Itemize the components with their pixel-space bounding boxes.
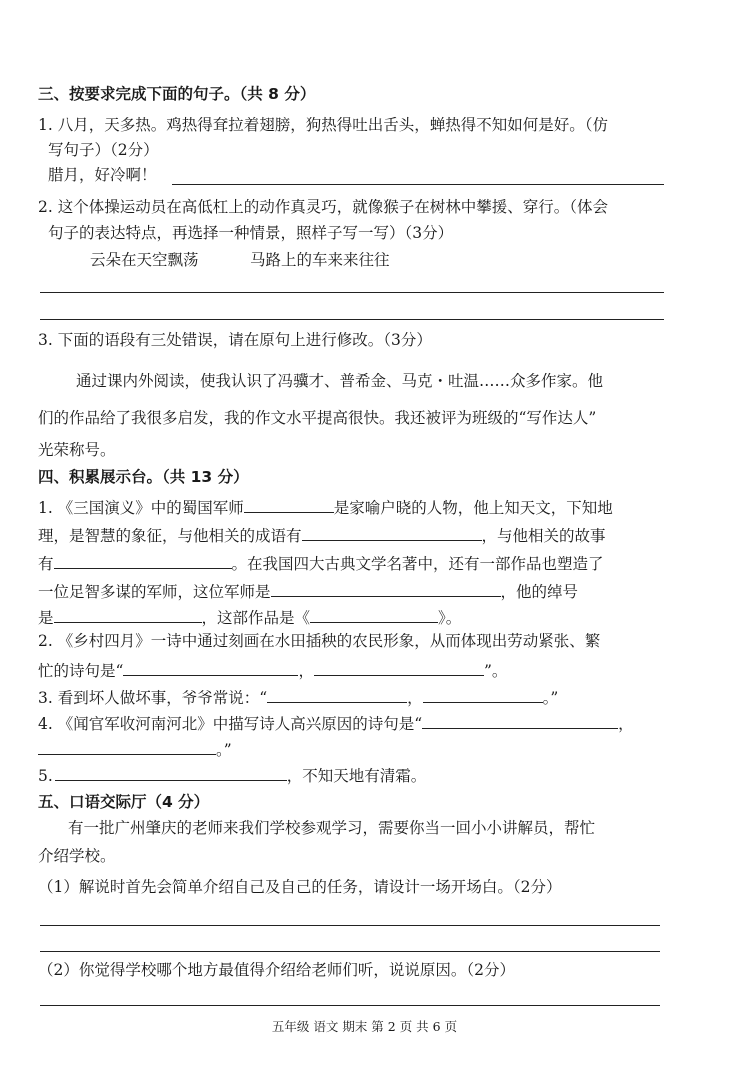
- q4-1-text-c1: 有: [38, 555, 54, 573]
- q4-5-text-a1: 5.: [38, 767, 53, 785]
- s5-intro-line1: 有一批广州肇庆的老师来我们学校参观学习，需要你当一回小小讲解员，帮忙: [68, 819, 596, 837]
- answer-line-5-2[interactable]: [40, 1005, 660, 1006]
- q4-1-text-c2: 。在我国四大古典文学名著中，还有一部作品也塑造了: [231, 555, 604, 573]
- blank-happy-reason-a[interactable]: [422, 713, 618, 729]
- q4-2-text-b2: ，: [298, 662, 314, 680]
- q4-3-text-a1: 3. 看到坏人做坏事，爷爷常说：“: [38, 689, 268, 707]
- q3-3-line1: 3. 下面的语段有三处错误，请在原句上进行修改。（3分）: [38, 331, 432, 349]
- section-5-title: 五、口语交际厅（4 分）: [38, 793, 210, 811]
- q4-1-row3: [38, 553, 604, 574]
- answer-line-3-2a[interactable]: [40, 292, 664, 293]
- q4-1-text-e1: 是: [38, 609, 54, 627]
- q4-4-text-a1: 4. 《闻官军收河南河北》中描写诗人高兴原因的诗句是“: [38, 715, 423, 733]
- q4-4-row1: [38, 713, 634, 734]
- blank-poem-a[interactable]: [123, 660, 298, 676]
- blank-saying-b[interactable]: [423, 687, 543, 703]
- blank-strategist[interactable]: [244, 497, 334, 513]
- q4-3-row: [38, 687, 558, 708]
- answer-line-5-1a[interactable]: [40, 925, 660, 926]
- blank-nickname[interactable]: [54, 607, 202, 623]
- q4-4-text-a2: ，: [618, 715, 634, 733]
- q4-2-text-b3: ”。: [483, 662, 508, 680]
- q4-1-row1: [38, 497, 613, 518]
- q4-1-row2: [38, 525, 606, 546]
- q4-4-row2: [38, 739, 232, 760]
- q4-1-text-b2: ，与他相关的故事: [481, 527, 606, 545]
- q4-2-text-b1: 忙的诗句是“: [38, 662, 124, 680]
- q3-1-prompt: 腊月，好冷啊！: [48, 166, 157, 184]
- q4-1-text-d1: 一位足智多谋的军师，这位军师是: [38, 583, 271, 601]
- blank-story[interactable]: [54, 553, 232, 569]
- q4-1-text-d2: ，他的绰号: [500, 583, 579, 601]
- q3-2-option2: 马路上的车来来往往: [250, 251, 390, 269]
- q4-1-text-e3: 》。: [438, 609, 462, 627]
- q4-1-text-a2: 是家喻户晓的人物，他上知天文，下知地: [333, 499, 613, 517]
- q3-1-line2: 写句子）（2分）: [48, 141, 159, 159]
- q4-5-text-a2: ，不知天地有清霜。: [286, 767, 427, 785]
- q3-3-para2: 们的作品给了我很多启发，我的作文水平提高很快。我还被评为班级的“写作达人”: [38, 409, 597, 427]
- q3-2-option1: 云朵在天空飘荡: [90, 251, 199, 269]
- blank-idiom[interactable]: [302, 525, 482, 541]
- blank-happy-reason-b[interactable]: [38, 739, 216, 755]
- q4-3-text-a2: ，: [407, 689, 423, 707]
- blank-saying-a[interactable]: [267, 687, 407, 703]
- answer-line-5-1b[interactable]: [40, 951, 660, 952]
- section-4-title: 四、积累展示台。（共 13 分）: [38, 468, 249, 486]
- q3-3-para3: 光荣称号。: [38, 441, 116, 459]
- blank-other-strategist[interactable]: [271, 581, 501, 597]
- q4-1-row5: [38, 607, 461, 628]
- q4-2-row2: [38, 660, 507, 681]
- q4-1-text-e2: ，这部作品是《: [201, 609, 311, 627]
- blank-poem-b[interactable]: [314, 660, 484, 676]
- q4-3-text-a3: 。”: [542, 689, 559, 707]
- q4-5-row: [38, 765, 426, 786]
- q3-1-line1: 1. 八月，天多热。鸡热得耷拉着翅膀，狗热得吐出舌头，蝉热得不知如何是好。（仿: [38, 116, 608, 134]
- q4-1-row4: [38, 581, 578, 602]
- q3-2-line2: 句子的表达特点，再选择一种情景，照样子写一写）（3分）: [48, 224, 454, 242]
- s5-intro-line2: 介绍学校。: [38, 847, 116, 865]
- s5-sub1: （1）解说时首先会简单介绍自己及自己的任务，请设计一场开场白。（2分）: [38, 878, 562, 896]
- section-3-title: 三、按要求完成下面的句子。（共 8 分）: [38, 85, 316, 103]
- q4-1-text-b1: 理，是智慧的象征，与他相关的成语有: [38, 527, 302, 545]
- q4-2-line1: 2. 《乡村四月》一诗中通过刻画在水田插秧的农民形象，从而体现出劳动紧张、繁: [38, 632, 601, 650]
- blank-verse[interactable]: [55, 765, 287, 781]
- blank-novel[interactable]: [310, 607, 438, 623]
- s5-sub2: （2）你觉得学校哪个地方最值得介绍给老师们听，说说原因。（2分）: [38, 961, 515, 979]
- q3-2-line1: 2. 这个体操运动员在高低杠上的动作真灵巧，就像猴子在树林中攀援、穿行。（体会: [38, 198, 608, 216]
- answer-line-3-1[interactable]: [172, 184, 664, 185]
- q3-3-para1: 通过课内外阅读，使我认识了冯骥才、普希金、马克・吐温……众多作家。他: [76, 372, 604, 390]
- q4-1-text-a1: 1. 《三国演义》中的蜀国军师: [38, 499, 244, 517]
- page-footer: 五年级 语文 期末 第 2 页 共 6 页: [271, 1019, 458, 1034]
- answer-line-3-2b[interactable]: [40, 319, 664, 320]
- q4-4-text-b1: 。”: [216, 741, 232, 759]
